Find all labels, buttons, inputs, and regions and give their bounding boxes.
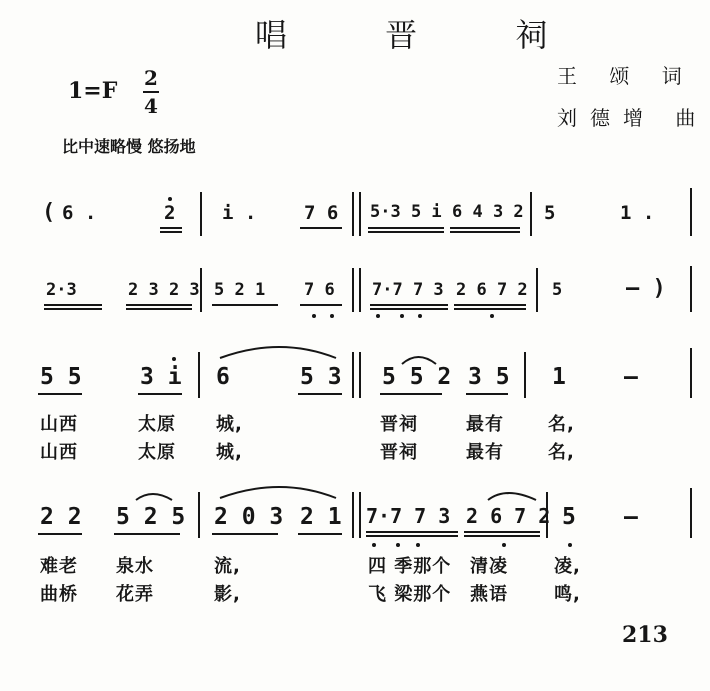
lyric: 名, (548, 442, 575, 463)
lyric: 城, (216, 414, 243, 435)
note-group: 5·3 5 i (370, 202, 442, 222)
slur (220, 347, 336, 358)
key-signature: 1=F (68, 78, 118, 104)
lyric: 山西 (40, 414, 78, 435)
lyric: 名, (548, 414, 575, 435)
note-group: 3 i (140, 364, 182, 390)
slur (220, 487, 336, 498)
lyric: 凌, (554, 556, 581, 577)
lyric: 山西 (40, 442, 78, 463)
lyric: 难老 (40, 556, 78, 577)
slur (402, 357, 436, 364)
note-group: 2 0 3 (214, 504, 284, 530)
lyric: 泉水 (116, 556, 154, 577)
lyric: 城, (216, 442, 243, 463)
lyric: 飞 梁那个 (368, 584, 452, 605)
lyricist-credit: 王 颂 词 (557, 64, 695, 88)
note-group: 5 2 5 (116, 504, 186, 530)
note-group: 7 6 (304, 202, 339, 224)
note-group: — (624, 504, 638, 530)
lyric: 鸣, (554, 584, 581, 605)
song-title: 唱 晋 祠 (255, 16, 592, 54)
lyric: 最有 (466, 414, 504, 435)
note-group: 6 (216, 364, 230, 390)
note-group: 5 5 (40, 364, 82, 390)
note-group: 2 (164, 202, 176, 224)
paren-open: ( (42, 200, 56, 225)
note-group: 6 . (62, 202, 97, 224)
time-denominator: 4 (144, 94, 158, 118)
lyric: 花弄 (116, 584, 154, 605)
note-group: 5 2 1 (214, 280, 266, 300)
note-group: 5 (544, 202, 556, 224)
lyric: 晋祠 (380, 414, 418, 435)
note-group: 7·7 7 3 (372, 280, 444, 300)
time-numerator: 2 (144, 66, 158, 90)
note-group: 5 (552, 280, 563, 300)
lyric: 曲桥 (40, 584, 78, 605)
note-group: — ) (626, 276, 666, 301)
lyric: 影, (214, 584, 241, 605)
note-group: 3 5 (468, 364, 510, 390)
note-group: 1 (552, 364, 566, 390)
tempo-marking: 比中速略慢 悠扬地 (62, 137, 196, 156)
slur (488, 493, 536, 500)
note-group: 2 3 2 3 (128, 280, 200, 300)
note-group: 7 6 (304, 280, 335, 300)
note-group: 2 6 7 2 (456, 280, 528, 300)
lyric: 最有 (466, 442, 504, 463)
lyric: 晋祠 (380, 442, 418, 463)
note-group: 5 3 (300, 364, 342, 390)
note-group: 2 1 (300, 504, 342, 530)
lyric: 四 季那个 (368, 556, 452, 577)
note-group: 6 4 3 2 (452, 202, 524, 222)
lyric: 清凌 (470, 556, 508, 577)
note-group: 2 2 (40, 504, 82, 530)
slur (136, 494, 172, 500)
note-group: i . (222, 202, 257, 224)
note-group: 2 6 7 2 (466, 504, 551, 528)
note-group: 7·7 7 3 (366, 504, 451, 528)
page-number: 213 (622, 622, 668, 648)
lyric: 流, (214, 556, 241, 577)
composer-credit: 刘德增 曲 (557, 106, 709, 130)
lyric: 太原 (138, 414, 176, 435)
note-group: 5 5 2 (382, 364, 452, 390)
note-group: 2·3 (46, 280, 77, 300)
lyric: 太原 (138, 442, 176, 463)
note-group: — (624, 364, 638, 390)
note-group: 1 . (620, 202, 655, 224)
note-group: 5 (562, 504, 576, 530)
lyric: 燕语 (470, 584, 508, 605)
